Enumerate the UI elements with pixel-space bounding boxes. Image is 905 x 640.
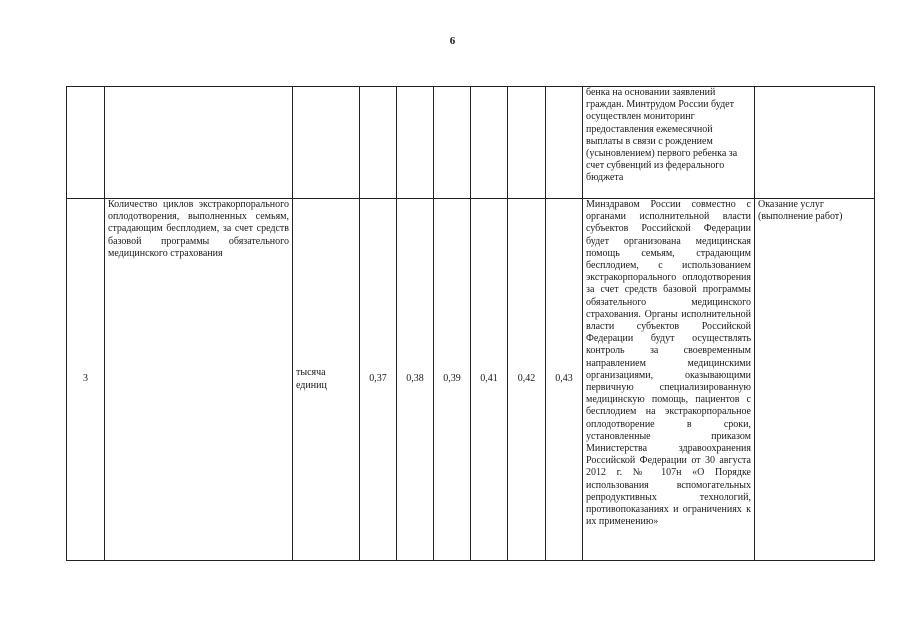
description-cell: Минздравом России совместно с органами исполнительной власти субъектов Российской Федерации будет организована медицинская помощь семьям, страдающим бесплодием, с использованием экстракорпорального оплодотворения за счет средств базовой программы обязательного медицинского страхования. Органы исполнительной власти субъектов Российской Федерации будут осуществлять контроль за своевременным направлением медицинскими организациями, оказывающими первичную специализированную медицинскую помощь, пациентов с бесплодием на экстракорпоральное оплодотворение в сроки, установленные приказом Министерства здравоохранения Российской Федерации от 30 августа 2012 г. № 107н «О Порядке использования вспомогательных репродуктивных технологий, противопоказаниях и ограничениях к их применению»: [583, 199, 755, 561]
value-cell: 0,42: [508, 199, 546, 561]
value-cell: [471, 87, 508, 199]
value-cell: [434, 87, 471, 199]
value-cell: 0,43: [546, 199, 583, 561]
value-cell: [546, 87, 583, 199]
value-cell: 0,39: [434, 199, 471, 561]
value-cell: [508, 87, 546, 199]
unit-cell: тысяча единиц: [293, 199, 360, 561]
value-cell: [360, 87, 397, 199]
table-row: [67, 87, 875, 199]
unit-cell: [293, 87, 360, 199]
page-number: 6: [449, 35, 456, 47]
row-number: 3: [67, 199, 105, 561]
type-cell: Оказание услуг (выполнение работ): [755, 199, 875, 561]
table-row: [67, 199, 875, 561]
value-cell: 0,37: [360, 199, 397, 561]
indicator-name: Количество циклов экстракорпорального оплодотворения, выполненных семьям, страдающим бесплодием, за счет средств базовой программы обязательного медицинского страхования: [105, 199, 293, 561]
measures-table: [66, 86, 875, 561]
row-number: [67, 87, 105, 199]
value-cell: 0,41: [471, 199, 508, 561]
value-cell: 0,38: [397, 199, 434, 561]
type-cell: [755, 87, 875, 199]
value-cell: [397, 87, 434, 199]
indicator-name: [105, 87, 293, 199]
description-cell: бенка на основании заявлений граждан. Минтрудом России будет осуществлен мониторинг предоставления ежемесячной выплаты в связи с рождением (усыновлением) первого ребенка за счет субвенций из федерального бюджета: [583, 87, 755, 199]
